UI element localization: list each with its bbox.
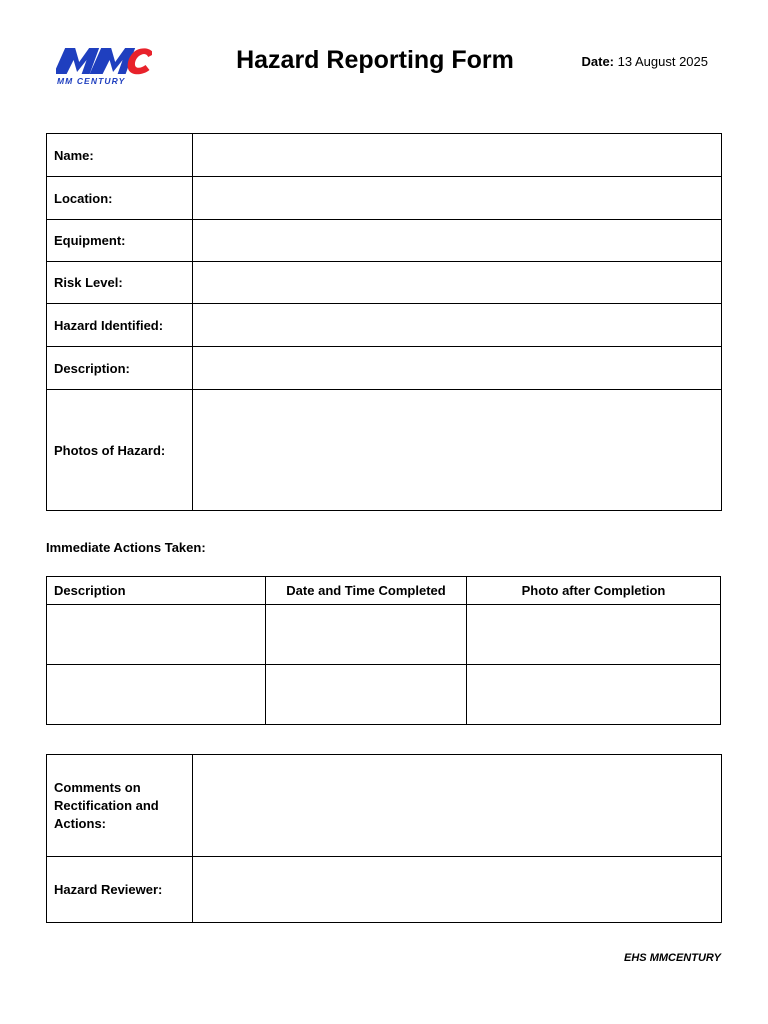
comments-field[interactable] [193,755,722,857]
action-1-photo[interactable] [467,605,721,665]
action-2-date-time[interactable] [266,665,467,725]
company-logo [56,44,152,88]
equipment-label: Equipment: [47,220,193,262]
row-name [47,134,722,177]
footer-text: EHS MMCENTURY [624,952,721,964]
row-location [47,177,722,220]
actions-header-row [47,577,721,605]
col-photo-after: Photo after Completion [467,577,721,605]
row-risk-level [47,262,722,304]
action-2-photo[interactable] [467,665,721,725]
logo-subtitle: MM CENTURY [57,76,126,86]
col-date-time: Date and Time Completed [266,577,467,605]
review-table [46,754,722,923]
row-photos [47,390,722,511]
description-label: Description: [47,347,193,390]
report-date [582,54,709,69]
action-1-date-time[interactable] [266,605,467,665]
immediate-actions-table [46,576,721,725]
action-2-description[interactable] [47,665,266,725]
photos-field[interactable] [193,390,722,511]
hazard-identified-field[interactable] [193,304,722,347]
immediate-actions-heading: Immediate Actions Taken: [46,540,206,555]
action-1-description[interactable] [47,605,266,665]
row-hazard-identified [47,304,722,347]
location-field[interactable] [193,177,722,220]
comments-label: Comments on Rectification and Actions: [47,755,193,857]
name-field[interactable] [193,134,722,177]
reviewer-label: Hazard Reviewer: [47,857,193,923]
reviewer-field[interactable] [193,857,722,923]
table-row [47,665,721,725]
hazard-info-table [46,133,722,511]
risk-level-label: Risk Level: [47,262,193,304]
col-description: Description [47,577,266,605]
date-value: 13 August 2025 [617,54,708,69]
form-title: Hazard Reporting Form [236,46,514,74]
table-row [47,605,721,665]
row-reviewer [47,857,722,923]
photos-label: Photos of Hazard: [47,390,193,511]
date-label: Date: [581,54,615,69]
location-label: Location: [47,177,193,220]
hazard-identified-label: Hazard Identified: [47,304,193,347]
name-label: Name: [47,134,193,177]
risk-level-field[interactable] [193,262,722,304]
description-field[interactable] [193,347,722,390]
row-description [47,347,722,390]
row-comments [47,755,722,857]
row-equipment [47,220,722,262]
equipment-field[interactable] [193,220,722,262]
